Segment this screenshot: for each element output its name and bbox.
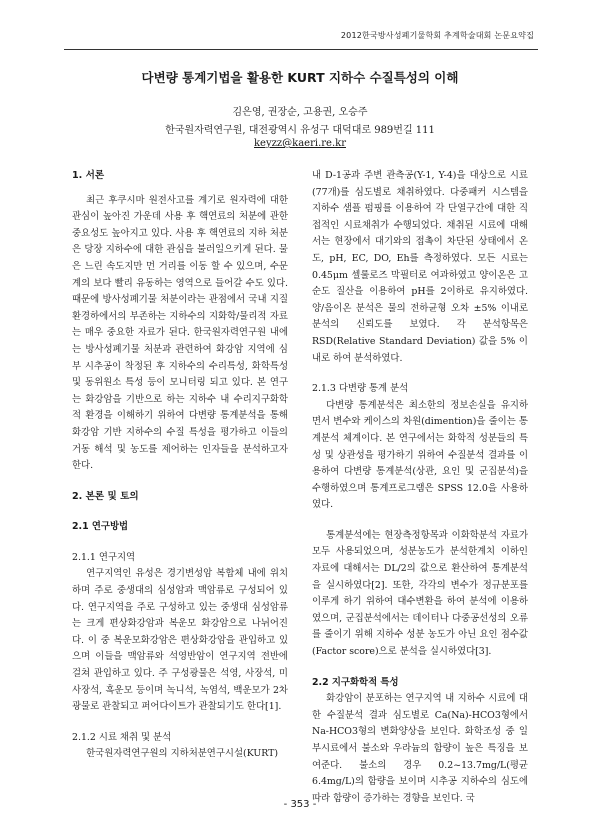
statistics-paragraph-1: 다변량 통계분석은 최소한의 정보손실을 유지하면서 변수와 케이스의 차원(dimention)을 줄이는 통계분석 체계이다. 본 연구에서는 화학적 성분들의 특성 및 상관성을 평가하기 위하여 수질분석 결과를 이용하여 다변량 통계분석(상관, 요인 및 군집분석)을 수행하였으며 통계프로그램은 SPSS 12.0을 사용하였다.: [312, 399, 528, 511]
sampling-paragraph-continued: 내 D-1공과 주변 관측공(Y-1, Y-4)을 대상으로 시료(77개)를 심도별로 채취하였다. 다중패커 시스템을 지하수 샘플 펌핑를 이용하여 각 단열구간에 대한 직접적인 시료채취가 수행되었다. 채취된 시료에 대해서는 현장에서 대기와의 접촉이 차단된 상태에서 온도, pH, EC, DO, Eh를 측정하였다. 모든 시료는 0.45μm 셀룰로즈 막필터로 여과하였고 양이온은 고순도 질산을 이용하여 pH를 2이하로 유지하였다. 양/음이온 분석은 물의 전하균형 오차 ±5% 이내로 분석의 신뢰도를 보였다. 각 분석항목은 RSD(Relative Standard Deviation) 값을 5% 이내로 하여 분석하였다.: [312, 170, 528, 364]
running-header: 2012한국방사성폐기물학회 추계학술대회 논문요약집: [340, 31, 534, 40]
subsubsection-heading-study-area: 2.1.1 연구지역: [72, 551, 136, 563]
left-column: [72, 168, 288, 763]
paper-title: 다변량 통계기법을 활용한 KURT 지하수 수질특성의 이해: [141, 70, 459, 85]
right-column: [312, 168, 528, 807]
geochemistry-paragraph: 화강암이 분포하는 연구지역 내 지하수 시료에 대한 수질분석 결과 심도별로 Ca(Na)-HCO3형에서 Na-HCO3형의 변화양상을 보인다. 화학조성 중 일부시료에서 불소와 우라늄의 함량이 높은 특징을 보여준다. 불소의 경우 0.2~13.7mg/L(평균 6.4mg/L)의 함량을 보이며 시추공 지하수의 심도에 따라 함량이 증가하는 경향을 보인다. 국: [312, 693, 528, 804]
header-rule: [64, 49, 538, 50]
subsubsection-heading-statistics: 2.1.3 다변량 통계 분석: [312, 383, 409, 395]
subsubsection-heading-sampling: 2.1.2 시료 채취 및 분석: [72, 731, 172, 743]
section-heading-body: 2. 본론 및 토의: [72, 490, 139, 502]
section-heading-intro: 1. 서론: [72, 170, 105, 181]
subsection-heading-methods: 2.1 연구방법: [72, 521, 129, 533]
statistics-paragraph-2: 통계분석에는 현장측정항목과 이화학분석 자료가 모두 사용되었으며, 성분농도가 분석한계치 이하인 자료에 대해서는 DL/2의 값으로 환산하여 통계분석을 실시하였다[2]. 또한, 각각의 변수가 정규분포를 이루게 하기 위하여 대수변환을 하여 분석에 이용하였으며, 군집분석에서는 데이터나 다중공선성의 오류를 줄이기 위해 지하수 성분 농도가 아닌 요인 점수값(Factor score)으로 분석을 실시하였다[3].: [312, 529, 528, 658]
paper-authors: 김은영, 권장순, 고용권, 오승주: [232, 107, 368, 118]
paper-affiliation: 한국원자력연구원, 대전광역시 유성구 대덕대로 989번길 111: [165, 125, 435, 136]
study-area-paragraph: 연구지역인 유성은 경기변성암 복합체 내에 위치하며 주로 중생대의 심성암과 맥암류로 구성되어 있다. 연구지역을 주로 구성하고 있는 중생대 심성암류는 크게 편상화강암과 복운모 화강암으로 나뉘어진다. 이 중 복운모화강암은 편상화강암을 관입하고 있으며 이들을 맥암류와 석영반암이 연구지역 전반에 걸쳐 관입하고 있다. 주 구성광물은 석영, 사장석, 미사장석, 흑운모 등이며 녹니석, 녹염석, 백운모가 2차 광물로 관찰되고 퍼어다이트가 관찰되기도 한다[1].: [72, 568, 288, 713]
paper-email: [0, 138, 600, 149]
sampling-paragraph-start: 한국원자력연구원의 지하처분연구시설(KURT): [86, 748, 279, 760]
page-number: - 353 -: [283, 799, 317, 810]
intro-paragraph: 최근 후쿠시마 원전사고를 계기로 원자력에 대한 관심이 높아진 가운데 사용 후 핵연료의 처분에 관한 중요성도 높아지고 있다. 사용 후 핵연료의 지하 처분은 당장 지하수에 대한 관심을 불러일으키게 된다. 물은 느린 속도지만 먼 거리를 이동 할 수 있으며, 수문계의 보다 빨리 유동하는 영역으로 들어갈 수도 있다. 때문에 방사성폐기물 처분이라는 관점에서 국내 지질 환경하에서의 부존하는 지하수의 지화학/물리적 자료는 매우 중요한 자료가 된다. 한국원자력연구원 내에는 방사성폐기물 처분과 관련하여 화강암 지역에 심부 시추공이 착정된 후 지하수의 수리특성, 화학특성 및 동위원소 특성 등이 모니터링 되고 있다. 본 연구는 화강암을 기반으로 하는 지하수 내 수리지구화학적 환경을 이해하기 위하여 다변량 통계분석을 통해 화강암 기반 지하수의 수질 특성을 평가하고 이들의 거동 해석 및 농도를 제어하는 인자들을 분석하고자 한다.: [72, 194, 288, 472]
subsection-heading-geochemistry: 2.2 지구화학적 특성: [312, 676, 399, 688]
email-link[interactable]: keyzz@kaeri.re.kr: [254, 138, 346, 149]
